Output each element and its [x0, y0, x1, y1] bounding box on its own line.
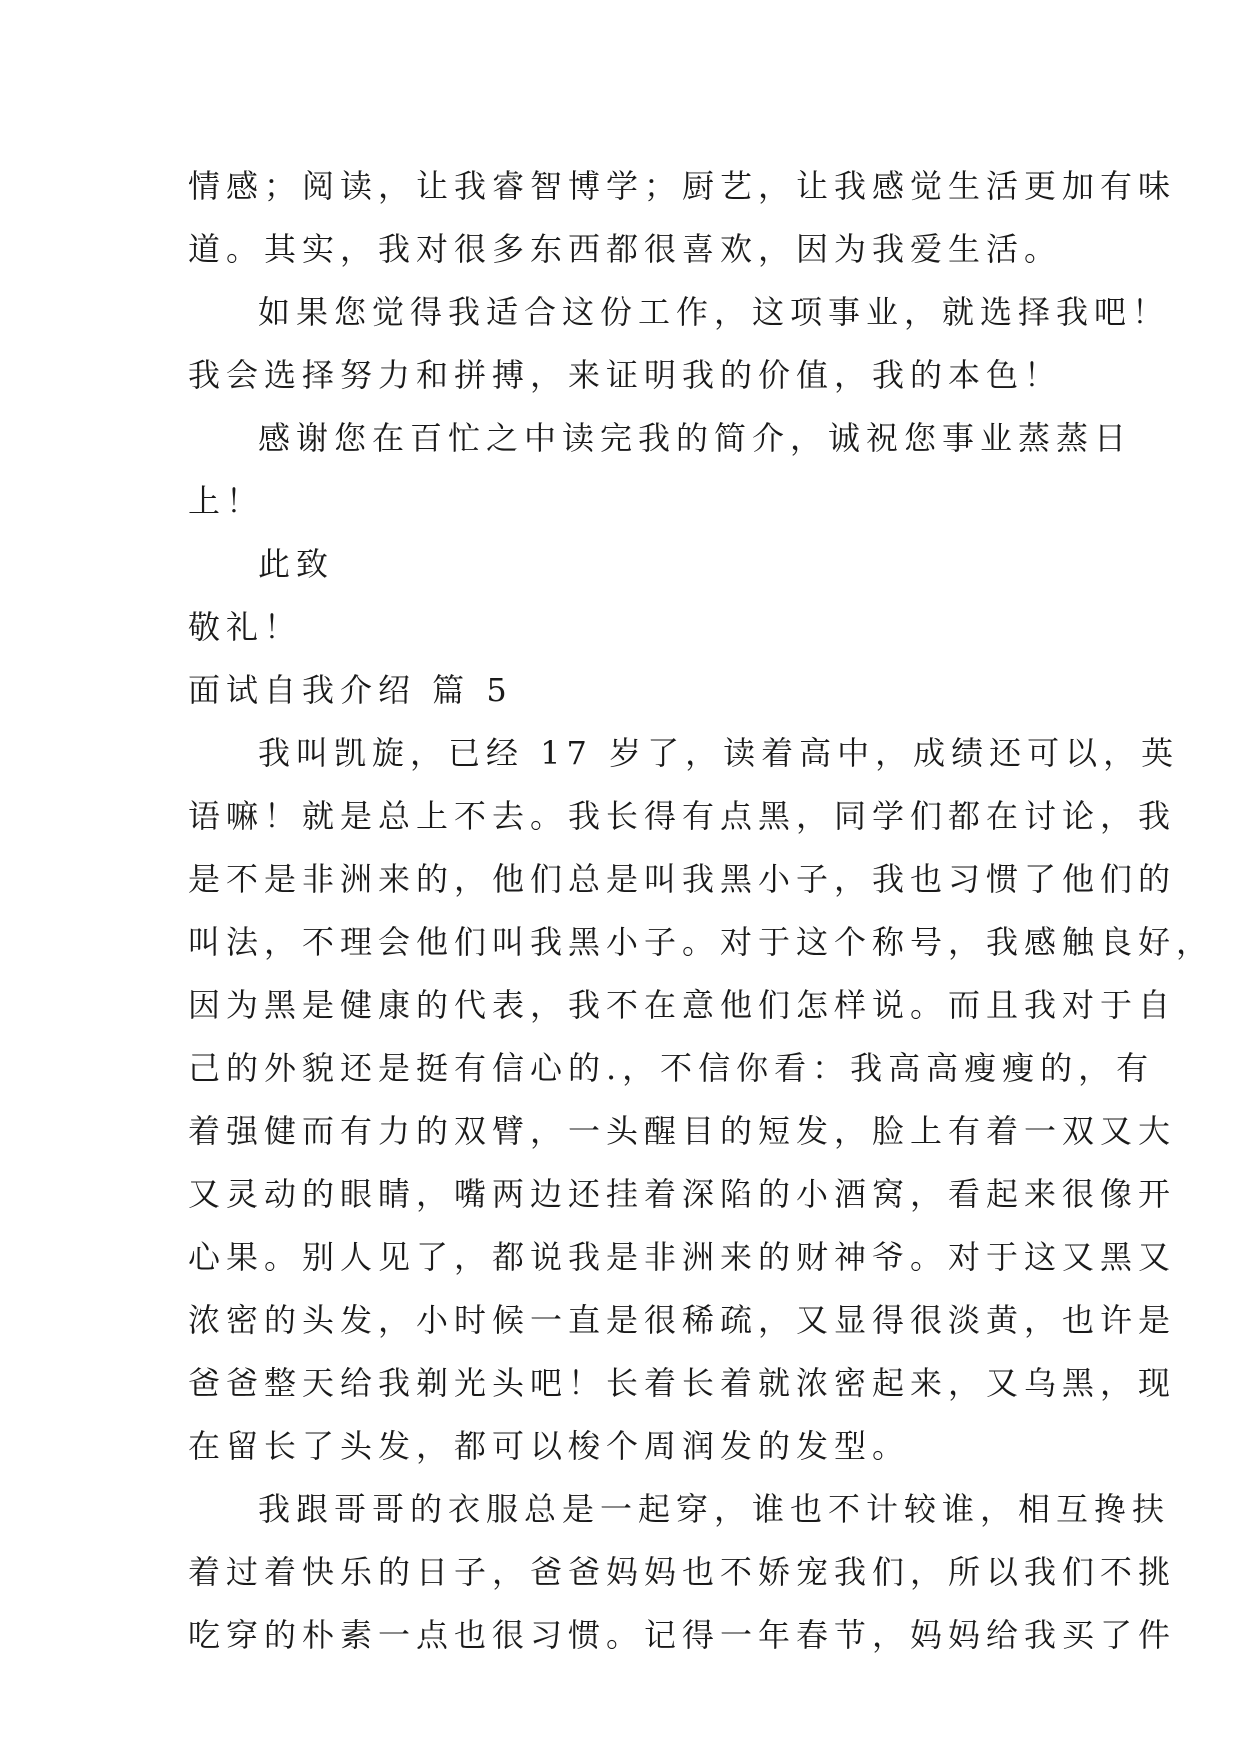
text-line: 此致	[258, 545, 335, 583]
text-line: 因为黑是健康的代表，我不在意他们怎样说。而且我对于自	[188, 986, 1177, 1024]
text-line: 语嘛！就是总上不去。我长得有点黑，同学们都在讨论，我	[188, 797, 1177, 835]
text-line: 我叫凯旋，已经 17 岁了，读着高中，成绩还可以，英	[258, 734, 1180, 772]
text-line: 道。其实，我对很多东西都很喜欢，因为我爱生活。	[188, 230, 1063, 268]
text-line: 叫法，不理会他们叫我黑小子。对于这个称号，我感触良好，	[188, 923, 1215, 961]
text-line: 情感；阅读，让我睿智博学；厨艺，让我感觉生活更加有味	[188, 167, 1177, 205]
text-line: 着强健而有力的双臂，一头醒目的短发，脸上有着一双又大	[188, 1112, 1177, 1150]
text-line: 着过着快乐的日子，爸爸妈妈也不娇宠我们，所以我们不挑	[188, 1553, 1177, 1591]
text-line: 如果您觉得我适合这份工作，这项事业，就选择我吧！	[258, 293, 1171, 331]
text-line: 我跟哥哥的衣服总是一起穿，谁也不计较谁，相互搀扶	[258, 1490, 1171, 1528]
text-line: 己的外貌还是挺有信心的.，不信你看：我高高瘦瘦的，有	[188, 1049, 1155, 1087]
text-line: 爸爸整天给我剃光头吧！长着长着就浓密起来，又乌黑，现	[188, 1364, 1177, 1402]
text-line: 上！	[188, 482, 265, 520]
text-line: 感谢您在百忙之中读完我的简介，诚祝您事业蒸蒸日	[258, 419, 1133, 457]
text-line: 在留长了头发，都可以梭个周润发的发型。	[188, 1427, 911, 1465]
document-body	[188, 155, 1215, 1667]
text-line: 又灵动的眼睛，嘴两边还挂着深陷的小酒窝，看起来很像开	[188, 1175, 1177, 1213]
text-line: 敬礼！	[188, 608, 303, 646]
text-line: 吃穿的朴素一点也很习惯。记得一年春节，妈妈给我买了件	[188, 1616, 1177, 1654]
text-line: 我会选择努力和拼搏，来证明我的价值，我的本色！	[188, 356, 1063, 394]
text-line: 心果。别人见了，都说我是非洲来的财神爷。对于这又黑又	[188, 1238, 1177, 1276]
text-line: 面试自我介绍 篇 5	[188, 671, 513, 709]
text-line: 浓密的头发，小时候一直是很稀疏，又显得很淡黄，也许是	[188, 1301, 1177, 1339]
text-line: 是不是非洲来的，他们总是叫我黑小子，我也习惯了他们的	[188, 860, 1177, 898]
